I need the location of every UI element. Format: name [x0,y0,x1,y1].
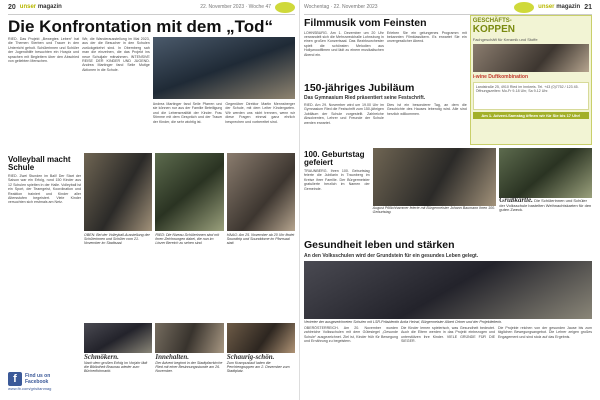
left-page-header [8,0,295,15]
ad-subtitle: Fachgeschäft für Keramik und Stoffe [472,37,538,42]
strip-text-2: Der Advent beginnt in der Stadtpfarrkirche Ried mit einer Besinnungsstunde am 26. November. [155,361,223,374]
ad-title: GESCHÄFTS- [472,18,512,24]
issue-logo-icon-right [514,2,534,13]
page-number-right: 21 [584,3,592,11]
birthday-text: TRAUNBERG. Ihren 100. Geburtstag feierte die Jubilarin in Traunberg im Kreise ihrer Familie. Der Bürgermeister gratulierte herzlich im Namen der Gemeinde. [304,169,370,191]
article-col-2: Wir, die Wanderausstellung im Mai 2023, aus der die Besucher in den Schulen zurückgekehrt sind. In Obernberg sah man die einzelnen, die das Projekt ins neue Schuljahr mitnahmen. INTENSIVE REISE DER KINDER UND JUGEND. Andrea Martinger fand Seile Mutige Aktionen in die Schule. [82,37,150,72]
jubilee-text: RIED. Am 29. November wird um 19.00 Uhr im Gymnasium Ried die Festschrift zum 150-jährigen Jubiläum der Schule vorgestellt. Zahlreiche Absolventen, Lehrer und Freunde der Schule werden erwartet. [304,103,384,125]
health-headline: Gesundheit leben und stärken [304,239,455,251]
jubilee-text-2: Dies ist ein besonderer Tag, an dem die Geschichte des Hauses lebendig wird. Alle sind herzlich willkommen. [386,103,467,116]
health-col-2: Die Kinder lernen spielerisch, was Gesundheit bedeutet. Auch die Eltern werden in das Projekt einbezogen und unterstützen ihre Kinder. VIELE GRÜNDE FÜR DIE SIEGER. [401,325,495,343]
health-col-3: Die Projekte reichen von der gesunden Jause bis zum täglichen Bewegungsangebot. Die Lehrer zeigen großes Engagement und sind stolz auf das Ergebnis. [498,325,592,339]
health-col-1: OBERÖSTERREICH. Am 20. November wurden zahlreiche Volksschulen mit dem Gütesiegel „Gesunde Schule“ ausgezeichnet. Ziel ist, Kinder früh für Bewegung und Ernährung zu begeistern. [304,325,398,343]
strip-title-1: Schmökern. [84,353,119,361]
photo-caption-2: RIED: Die Niveau-Schülerinnen sind mit ihren Zeichnungen dabei, die nun im Linzer Bereich zu sehen sind. [155,233,220,246]
strip-photo-2 [155,323,223,353]
advertisement[interactable] [470,15,592,145]
jubilee-subheadline: Das Gymnasium Ried präsentiert seine Festschrift. [304,95,426,101]
ad-photo [473,44,589,72]
strip-title-3: Schaurig-schön. [226,353,275,361]
greeting-text: Die Schülerinnen und Schüler der Volksschule bastelten Weihnachtskarten für den guten Zweck. [499,198,592,213]
article-intro: RIED. Das Projekt „Bewegtes Leben“ hat die Themen Sterben und Trauer in den Unterricht geholt. Schülerinnen und Schüler der Jugendhilfe besuchten ein Hospiz und sprachen mit Begleitern über den Abschied von geliebten Menschen. [8,37,80,64]
photo-2 [155,153,223,231]
magazine-logo-right-b: magazin [556,4,581,10]
right-page-header [304,0,592,15]
article-photo [153,37,295,99]
issue-date: 22. November 2023 · Woche 47 [200,4,271,10]
volleyball-headline: Volleyball macht Schule [8,155,71,172]
ad-title-2: KOPPEN [472,24,515,35]
issue-logo-icon [275,2,295,13]
facebook-url[interactable]: www.fb.com/grisitanmag [8,386,52,391]
greeting-title: Grußkärtle. [499,196,533,204]
article-col-4: Gegenüber Direktor Martin Mennsberger der Schule, mit dem Leiter Kindergarten. Wir werden uns nicht trennen, wenn wir diese Fragen einmal ganz ehrlich besprechen und vorbereitet sind. [225,102,295,124]
ad-strip: Am 1. Advent-Samstag öffnen wir für Sie bis 17 Uhr! [473,112,589,119]
greeting-photo [499,148,592,198]
ad-brand: i-wine Duftkombination [472,74,529,80]
birthday-headline: 100. Geburtstag gefeiert [304,150,365,167]
article-col-3: Andrea Martinger fand Seile Pfarren und sie können nur aus der Familie Beteiligung und die Lebensrealität der Kinder. Frau Stimme mit dem Gespräch und der Trauer der Kinder, die sehr wichtig ist. [152,102,223,124]
jubilee-headline: 150-jähriges Jubiläum [304,81,415,94]
main-headline: Die Konfrontation mit dem „Tod“ [8,17,274,36]
magazine-logo-right-a: unser [538,4,555,10]
facebook-box[interactable] [8,372,81,386]
volleyball-text: RIED. Zwei Stunden im Ball! Der Start der Saison war ein Erfolg, rund 150 Kinder aus 12 Schulen spielten in der Halle. Volleyball ist ein Sport, der Teamgeist, Koordination und Reaktion trainiert und Kinder aller Altersstufen begeistert. Viele Kinder versuchten sich erstmals am Netz. [8,174,82,205]
issue-date-right: Wochentag · 22. November 2023 [304,4,378,10]
film-text: LOHNSBURG. Am 1. Dezember um 20 Uhr verwandelt sich die Mehrzweckhalle Lohnsburg in einen großen Konzertsaal. Das Bezirksorchester spielt die schönsten Melodien aus Hollywoodfilmen und lädt zu einem musikalischen Abend ein. [304,30,384,57]
magazine-logo-a: unser [19,4,37,10]
magazine-logo-right [538,4,580,10]
strip-text-1: Nach dem großen Erfolg im Vorjahr lädt die Bibliothek Braunau wieder zum Bücherflohmarkt. [84,361,148,374]
health-photo-caption: Vertreter der ausgezeichneten Schulen mit LSR-Präsidentin Anita Heinzl, Bürgermeister Albert Ortner und der Projektleiterin. [304,319,503,324]
facebook-icon: f [8,372,22,386]
photo-1 [84,153,152,231]
birthday-photo-caption: August Pöllichhammer feierte mit Bürgermeister Johann Baumann ihren 100. Geburtstag. [372,206,496,215]
strip-title-2: Innehalten. [155,353,190,361]
facebook-line-1: Find us on [25,373,51,379]
strip-photo-3 [227,323,295,353]
photo-caption-3: HAAG: Am 25. November ab 20 Uhr findet Soundtrip und Sounddome im Pfarrsaal statt. [226,233,295,246]
strip-photo-1 [84,323,152,353]
health-photo [304,261,592,319]
magazine-logo [20,4,62,10]
health-subheadline: An den Volksschulen wird der Grundstein für ein gesundes Leben gelegt. [304,252,479,259]
page-number: 20 [8,3,16,11]
strip-text-3: Zum Krampuslauf laden die Perchtengruppen am 2. Dezember zum Stadtplatz. [226,361,290,374]
magazine-logo-b: magazin [37,4,62,10]
film-headline: Filmmusik vom Feinsten [304,17,427,29]
birthday-photo [373,148,497,206]
photo-3 [227,153,295,231]
facebook-line-2: Facebook [25,379,49,385]
photo-caption-1: OBEN: Bei der Volleyball-Ausstellung der Schülerinnen und Schüler vom 21. November im Stadtsaal. [84,233,150,246]
ad-text: Landstraße 25, 4910 Ried im Innkreis. Tel. +43 (0)7752 / 123 45. Öffnungszeiten: Mo-Fr 9-18 Uhr, Sa 9-12 Uhr. [473,82,589,110]
right-page [300,0,600,400]
film-text-2: Erleben Sie ein gelungenes Programm mit bekannten Filmklassikern. Es erwartet Sie ein unvergesslicher Abend. [386,30,467,44]
